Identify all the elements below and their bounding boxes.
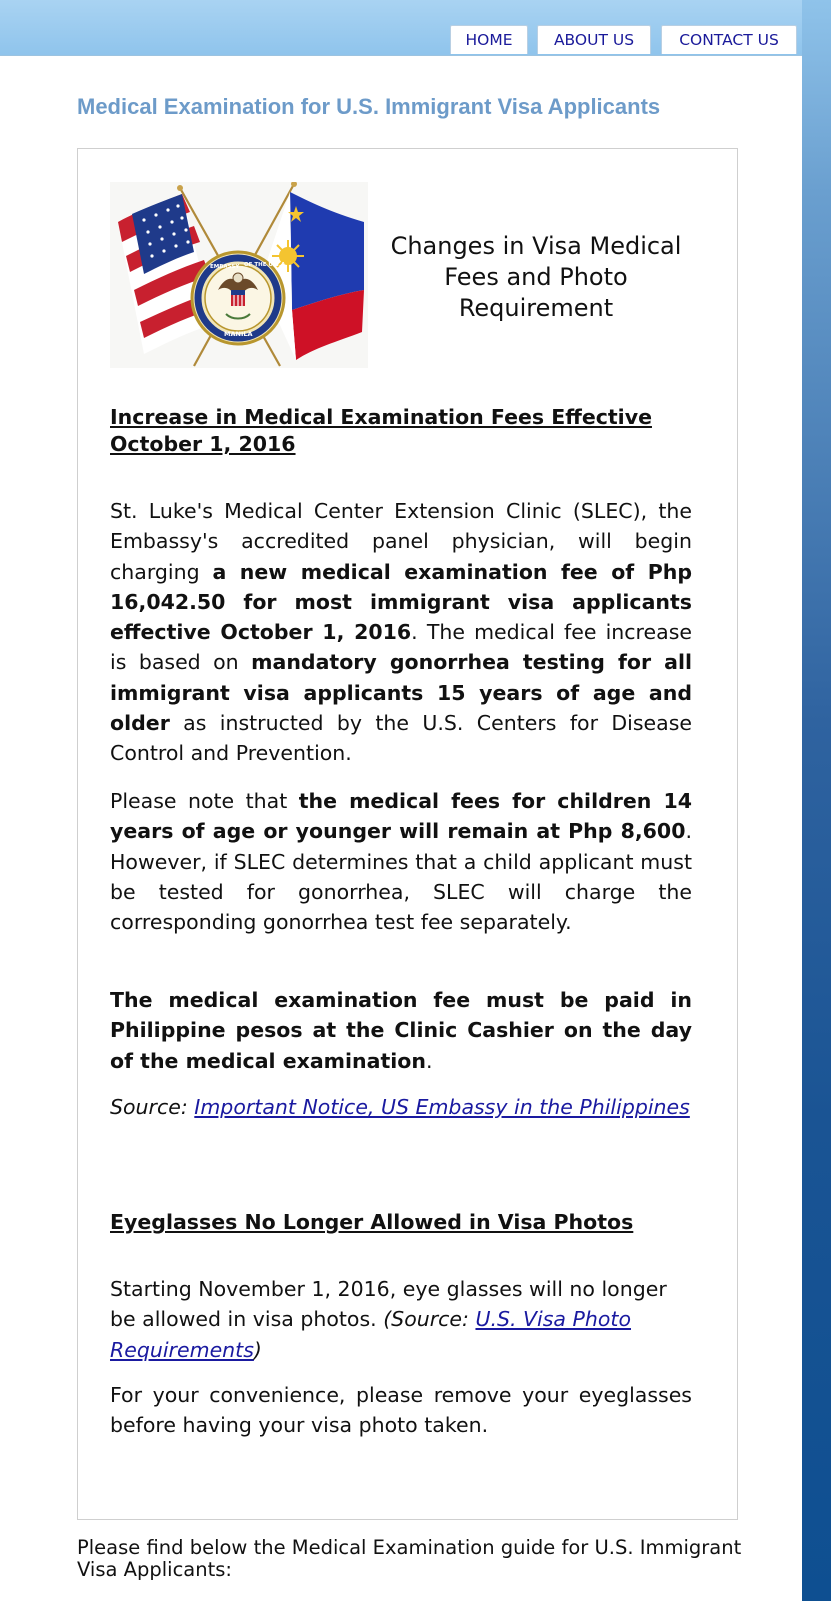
- fees-section-heading-wrap: [110, 404, 692, 458]
- fees-paragraph-1: [110, 496, 692, 769]
- fees-p3-bold-1: The medical examination fee must be paid in Philippine pesos at the Clinic Cashier on the day of the medical examination: [110, 988, 692, 1073]
- panel-caption: Changes in Visa Medical Fees and Photo Requirement: [390, 232, 682, 322]
- photo-p2-text: For your convenience, please remove your eyeglasses before having your visa photo taken.: [110, 1383, 692, 1438]
- fees-paragraph-3: [110, 985, 692, 1076]
- embassy-flags-seal-image: [110, 182, 368, 368]
- fees-p1-bold-1: a new medical examination fee of Php 16,042.50 for most immigrant visa applicants effective October 1, 2016: [110, 559, 692, 645]
- visa-photo-requirements-link[interactable]: U.S. Visa Photo Requirements: [110, 1307, 631, 1362]
- right-decorative-strip: [802, 0, 831, 1601]
- fees-p3-text-1: .: [425, 1048, 433, 1073]
- page-title: Medical Examination for U.S. Immigrant Visa Applicants: [77, 94, 661, 119]
- fees-paragraph-2: [110, 786, 692, 937]
- photo-p1-text-1: Starting November 1, 2016, eye glasses will no longer be allowed in visa photos.: [110, 1277, 667, 1332]
- fees-p1-bold-2: mandatory gonorrhea testing for all immigrant visa applicants 15 years of age and older: [110, 650, 693, 736]
- fees-section-heading: Increase in Medical Examination Fees Effective October 1, 2016: [110, 405, 652, 456]
- photo-section-heading-wrap: [110, 1209, 692, 1236]
- fees-p2-bold-1: the medical fees for children 14 years of age or younger will remain at Php 8,600: [110, 789, 692, 844]
- nav-about-us-tab[interactable]: ABOUT US: [537, 25, 651, 54]
- footer-guide-text: Please find below the Medical Examination guide for U.S. Immigrant Visa Applicants:: [77, 1536, 742, 1581]
- nav-contact-us-tab[interactable]: CONTACT US: [661, 25, 797, 54]
- fees-source-label: Source:: [110, 1095, 195, 1119]
- fees-p1-text-1: St. Luke's Medical Center Extension Clinic (SLEC), the Embassy's accredited panel physician, will begin charging: [110, 499, 692, 584]
- svg-text:OF THE U.S.A.: OF THE U.S.A.: [244, 262, 288, 268]
- nav-home-tab[interactable]: HOME: [450, 25, 528, 54]
- photo-p1-source-label: (Source:: [383, 1307, 476, 1332]
- photo-p1-close-paren: ): [253, 1337, 262, 1362]
- photo-section-heading: Eyeglasses No Longer Allowed in Visa Photos: [110, 1210, 634, 1234]
- fees-source: [110, 1092, 692, 1122]
- fees-p2-text-1: Please note that: [110, 789, 299, 813]
- photo-paragraph-1: [110, 1274, 692, 1365]
- important-notice-link[interactable]: Important Notice, US Embassy in the Philippines: [194, 1095, 690, 1119]
- photo-paragraph-2: [110, 1380, 692, 1441]
- fees-p2-text-2: . However, if SLEC determines that a child applicant must be tested for gonorrhea, SLEC will charge the corresponding gonorrhea test fee separately.: [110, 819, 692, 935]
- svg-text:MANILA: MANILA: [224, 330, 253, 338]
- fees-p1-text-2: . The medical fee increase is based on: [110, 620, 693, 675]
- fees-p1-text-3: as instructed by the U.S. Centers for Disease Control and Prevention.: [110, 711, 692, 766]
- svg-text:EMBASSY: EMBASSY: [210, 264, 240, 270]
